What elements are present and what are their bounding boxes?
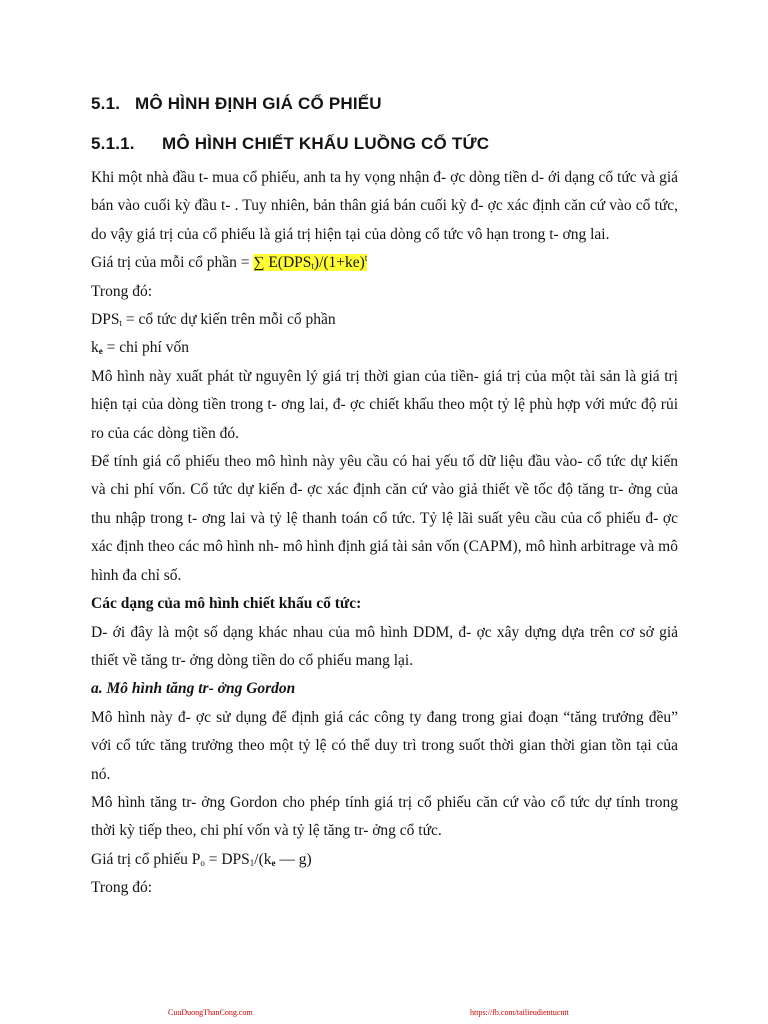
subsection-heading-5-1-1 bbox=[91, 134, 489, 154]
formula-part: )/(1+ke) bbox=[313, 254, 365, 272]
section-number: 5.1. bbox=[91, 94, 121, 113]
paragraph-time-value: Mô hình này xuất phát từ nguyên lý giá trị thời gian của tiền- giá trị của một tài sản là giá trị hiện tại của dòng tiền trong t- ơng lai, đ- ợc chiết khấu theo một tỷ lệ phù hợp với mức độ rủi ro của các dòng tiền đó. bbox=[91, 367, 678, 442]
formula-part: /(k bbox=[254, 850, 272, 868]
def-text: = chi phí vốn bbox=[102, 339, 189, 357]
formula-prefix: Giá trị của mỗi cổ phần = bbox=[91, 254, 254, 272]
formula-part: ∑ E(DPS bbox=[253, 254, 312, 272]
subheading-gordon: a. Mô hình tăng tr- ởng Gordon bbox=[91, 680, 296, 698]
formula-sup: t bbox=[364, 253, 368, 264]
where-label: Trong đó: bbox=[91, 282, 153, 300]
formula-sub: e bbox=[271, 857, 276, 868]
def-sub: e bbox=[98, 346, 103, 357]
formula-part: Giá trị cổ phiếu P bbox=[91, 850, 201, 868]
subsection-number: 5.1.1. bbox=[91, 134, 135, 153]
formula-gordon bbox=[91, 846, 678, 874]
where-label-2: Trong đó: bbox=[91, 879, 153, 897]
paragraph-gordon-use: Mô hình này đ- ợc sử dụng để định giá các công ty đang trong giai đoạn “tăng trưởng đều” với cổ tức tăng trưởng theo một tỷ lệ có thể duy trì trong suốt thời gian thời gian tồn tại của nó. bbox=[91, 708, 678, 783]
formula-sub: o bbox=[200, 857, 205, 868]
def-symbol: DPS bbox=[91, 311, 120, 329]
def-text: = cổ tức dự kiến trên mỗi cổ phần bbox=[121, 311, 336, 329]
section-title: MÔ HÌNH ĐỊNH GIÁ CỔ PHIẾU bbox=[135, 94, 382, 113]
def-sub: t bbox=[119, 318, 122, 329]
formula-part: = DPS bbox=[204, 850, 250, 868]
def-symbol: k bbox=[91, 339, 99, 357]
formula-sub: 1 bbox=[249, 857, 255, 868]
paragraph-gordon-calc: Mô hình tăng tr- ởng Gordon cho phép tính giá trị cổ phiếu căn cứ vào cổ tức dự tính trong thời kỳ tiếp theo, chi phí vốn và tỷ lệ tăng tr- ởng cổ tức. bbox=[91, 793, 678, 840]
formula-share-value bbox=[91, 249, 678, 277]
definition-ke bbox=[91, 334, 678, 362]
footer-source-link[interactable]: CuuDuongThanCong.com bbox=[168, 1008, 253, 1017]
paragraph-inputs: Để tính giá cổ phiếu theo mô hình này yêu cầu có hai yếu tố dữ liệu đầu vào- cổ tức dự kiến và chi phí vốn. Cổ tức dự kiến đ- ợc xác định căn cứ vào giả thiết về tốc độ tăng tr- ởng của thu nhập trong t- ơng lai và tỷ lệ thanh toán cổ tức. Tỷ lệ lãi suất yêu cầu của cổ phiếu đ- ợc xác định theo các mô hình nh- mô hình định giá tài sản vốn (CAPM), mô hình arbitrage và mô hình đa chỉ số. bbox=[91, 453, 678, 584]
footer-facebook-link[interactable]: https://fb.com/tailieudientucntt bbox=[470, 1008, 569, 1017]
subsection-title: MÔ HÌNH CHIẾT KHẤU LUỒNG CỔ TỨC bbox=[162, 134, 490, 153]
formula-part: — g) bbox=[275, 850, 312, 868]
definition-dps bbox=[91, 306, 678, 334]
formula-sub: t bbox=[311, 261, 314, 272]
formula-highlight bbox=[253, 254, 367, 271]
document-body bbox=[91, 164, 678, 903]
section-heading-5-1 bbox=[91, 94, 382, 114]
paragraph-intro: Khi một nhà đầu t- mua cổ phiếu, anh ta hy vọng nhận đ- ợc dòng tiền d- ới dạng cổ tức và giá bán vào cuối kỳ đầu t- . Tuy nhiên, bản thân giá bán cuối kỳ đ- ợc xác định căn cứ vào cổ tức, do vậy giá trị của cổ phiếu là giá trị hiện tại của dòng cổ tức vô hạn trong t- ơng lai. bbox=[91, 169, 678, 243]
paragraph-ddm-forms: D- ới đây là một số dạng khác nhau của mô hình DDM, đ- ợc xây dựng dựa trên cơ sở giả thiết về tăng tr- ởng dòng tiền do cổ phiếu mang lại. bbox=[91, 623, 678, 669]
subheading-ddm-forms: Các dạng của mô hình chiết khấu cổ tức: bbox=[91, 595, 362, 613]
